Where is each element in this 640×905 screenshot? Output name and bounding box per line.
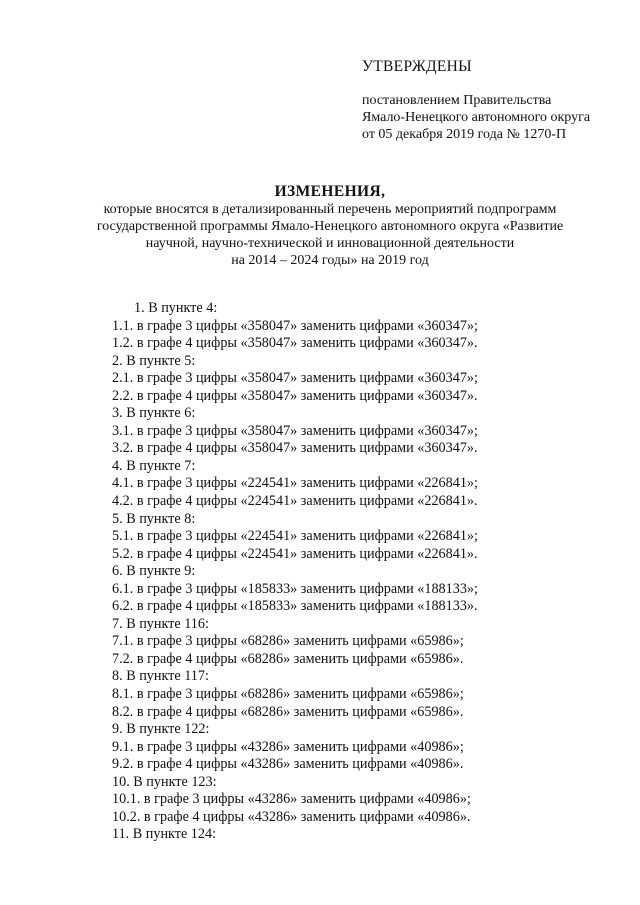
amendment-list-item: 5.1. в графе 3 цифры «224541» заменить цифрами «226841»; (112, 528, 478, 545)
amendment-list-item: 2. В пункте 5: (112, 352, 196, 369)
amendment-list-item: 4. В пункте 7: (112, 457, 196, 474)
amendment-list-item: 9.1. в графе 3 цифры «43286» заменить цифрами «40986»; (112, 738, 464, 755)
document-subtitle-line: которые вносятся в детализированный перечень мероприятий подпрограмм (103, 202, 557, 217)
amendment-list-item: 10.1. в графе 3 цифры «43286» заменить цифрами «40986»; (112, 791, 471, 808)
approval-line: Ямало-Ненецкого автономного округа (362, 110, 591, 125)
amendment-list-item: 8.2. в графе 4 цифры «68286» заменить цифрами «65986». (112, 703, 464, 720)
amendment-list-item: 1.2. в графе 4 цифры «358047» заменить цифрами «360347». (112, 335, 478, 352)
amendment-list-item: 6.1. в графе 3 цифры «185833» заменить цифрами «188133»; (112, 580, 478, 597)
approval-line: постановлением Правительства (362, 93, 552, 108)
amendment-list-item: 10. В пункте 123: (112, 773, 217, 790)
amendment-list-item: 7.2. в графе 4 цифры «68286» заменить цифрами «65986». (112, 650, 464, 667)
document-title-block (60, 182, 600, 269)
approval-heading: УТВЕРЖДЕНЫ (362, 58, 472, 75)
amendment-list-item: 4.1. в графе 3 цифры «224541» заменить цифрами «226841»; (112, 475, 478, 492)
amendment-list-item: 8. В пункте 117: (112, 668, 209, 685)
amendment-list (112, 300, 612, 844)
document-title: ИЗМЕНЕНИЯ, (274, 183, 386, 200)
amendment-list-item: 3.2. в графе 4 цифры «358047» заменить цифрами «360347». (112, 440, 478, 457)
amendment-list-item: 1.1. в графе 3 цифры «358047» заменить цифрами «360347»; (112, 317, 478, 334)
document-subtitle-line: на 2014 – 2024 годы» на 2019 год (231, 253, 429, 268)
amendment-list-item: 4.2. в графе 4 цифры «224541» заменить цифрами «226841». (112, 493, 478, 510)
amendment-list-item: 9. В пункте 122: (112, 721, 210, 738)
amendment-list-item: 11. В пункте 124: (112, 826, 217, 843)
amendment-list-item: 3.1. в графе 3 цифры «358047» заменить цифрами «360347»; (112, 422, 478, 439)
amendment-list-item: 8.1. в графе 3 цифры «68286» заменить цифрами «65986»; (112, 686, 464, 703)
amendment-list-item: 1. В пункте 4: (134, 300, 218, 316)
amendment-list-item: 2.1. в графе 3 цифры «358047» заменить цифрами «360347»; (112, 370, 478, 387)
amendment-list-item: 5.2. в графе 4 цифры «224541» заменить цифрами «226841». (112, 545, 478, 562)
amendment-list-item: 10.2. в графе 4 цифры «43286» заменить цифрами «40986». (112, 808, 471, 825)
amendment-list-item: 6. В пункте 9: (112, 563, 196, 580)
amendment-list-item: 2.2. в графе 4 цифры «358047» заменить цифрами «360347». (112, 387, 478, 404)
document-subtitle-line: научной, научно-технической и инновационной деятельности (145, 236, 515, 251)
amendment-list-item: 7. В пункте 116: (112, 615, 209, 632)
amendment-list-item: 6.2. в графе 4 цифры «185833» заменить цифрами «188133». (112, 598, 478, 615)
amendment-list-item: 3. В пункте 6: (112, 405, 196, 422)
approval-block (362, 58, 622, 143)
amendment-list-item: 5. В пункте 8: (112, 510, 196, 527)
amendment-list-item: 9.2. в графе 4 цифры «43286» заменить цифрами «40986». (112, 756, 464, 773)
amendment-list-item: 7.1. в графе 3 цифры «68286» заменить цифрами «65986»; (112, 633, 464, 650)
document-subtitle-line: государственной программы Ямало-Ненецкого автономного округа «Развитие (96, 219, 564, 234)
approval-line: от 05 декабря 2019 года № 1270-П (362, 127, 567, 142)
